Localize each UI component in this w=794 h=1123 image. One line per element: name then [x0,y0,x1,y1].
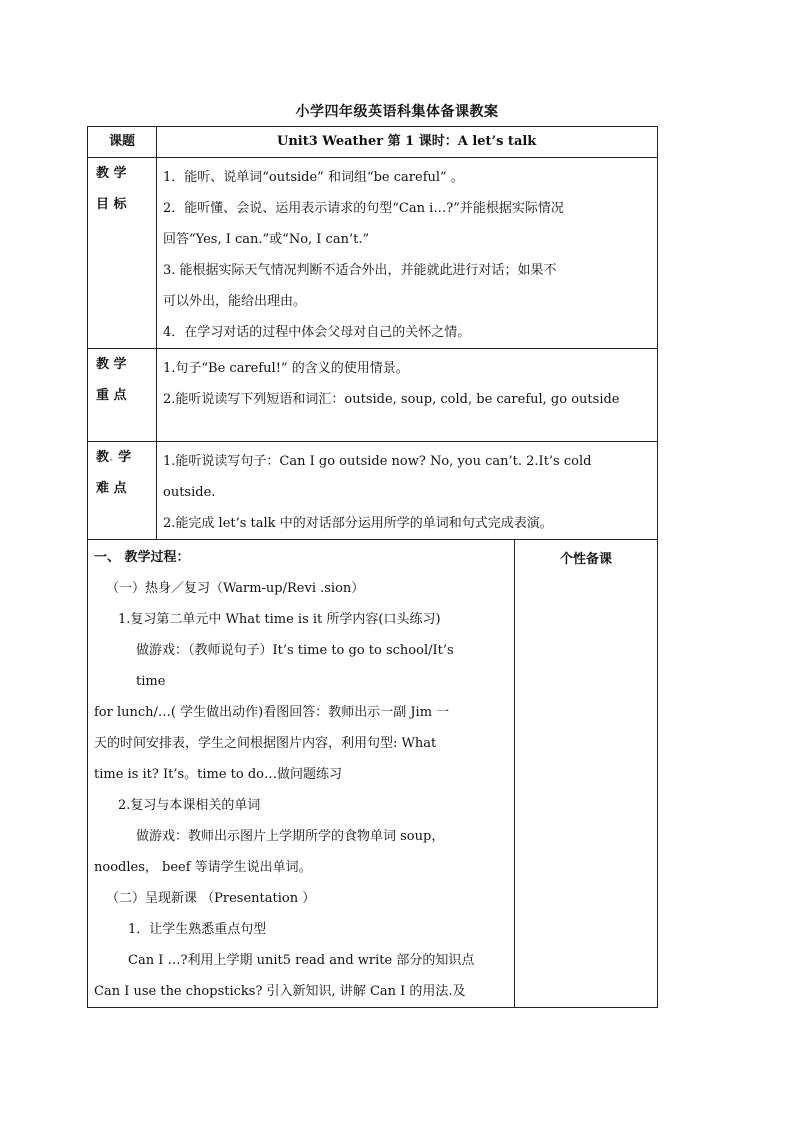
process-line: noodles， beef 等请学生说出单词。 [94,860,312,875]
difficulties-content [157,442,658,540]
process-line: 1．让学生熟悉重点句型 [128,922,267,937]
process-line: Can I use the chopsticks? 引入新知识, 讲解 Can I 的用法.及 [94,984,466,999]
course-row [88,127,658,158]
personal-notes-heading: 个性备课 [559,552,612,567]
process-content [88,540,515,1008]
difficulty-line: outside. [163,485,216,500]
objectives-label-bottom: 目 标 [96,197,127,212]
course-title: Unit3 Weather 第 1 课时：A let’s talk [157,127,658,158]
difficulties-label [88,442,157,540]
objective-line: 回答“Yes, I can.”或“No, I can’t.” [163,232,370,247]
process-line: （一）热身／复习（Warm-up/Revi .sion） [106,581,365,596]
objective-line: 4．在学习对话的过程中体会父母对自己的关怀之情。 [163,325,471,340]
objective-line: 3. 能根据实际天气情况判断不适合外出，并能就此进行对话；如果不 [163,263,557,278]
key-points-label-bottom: 重 点 [96,388,127,403]
difficulty-line: 2.能完成 let’s talk 中的对话部分运用所学的单词和句式完成表演。 [163,516,553,531]
objective-line: 1．能听、说单词“outside” 和词组“be careful” 。 [163,170,464,185]
difficulties-label-top [88,448,156,479]
process-line: 做游戏：（教师说句子）It’s time to go to school/It’s [136,643,454,658]
key-point-line: 2.能听说读写下列短语和词汇：outside, soup, cold, be careful, go outside [163,392,620,407]
objectives-label [88,158,157,349]
objectives-label-top: 教 学 [96,166,127,181]
difficulties-label-char: 教 [96,450,110,465]
lesson-plan-table [87,126,658,1008]
difficulties-label-bottom: 难 点 [96,481,127,496]
key-point-line: 1.句子“Be careful!” 的含义的使用情景。 [163,361,409,376]
process-row [88,540,658,1008]
difficulty-line: 1.能听说读写句子：Can I go outside now? No, you can’t. 2.It’s cold [163,454,592,469]
process-line: time [136,674,166,689]
objective-line: 可以外出，能给出理由。 [163,294,307,309]
process-line: （二）呈现新课 （Presentation ） [106,891,316,906]
process-heading: 一、 教学过程： [94,550,190,565]
difficulties-row [88,442,658,540]
objectives-row [88,158,658,349]
process-line: time is it? It’s。time to do…做问题练习 [94,767,343,782]
objective-line: 2．能听懂、会说、运用表示请求的句型“Can i…?”并能根据实际情况 [163,201,564,216]
key-points-row [88,349,658,442]
process-line: for lunch/…( 学生做出动作)看图回答：教师出示一副 Jim 一 [94,705,450,720]
process-line: 2.复习与本课相关的单词 [118,798,261,813]
difficulties-label-char: 学 [113,450,132,465]
key-points-label [88,349,157,442]
process-line: 天的时间安排表，学生之间根据图片内容，利用句型: What [94,736,437,751]
personal-notes-column [515,540,658,1008]
stray-dot: . [109,450,114,465]
key-points-content [157,349,658,442]
process-line: 1.复习第二单元中 What time is it 所学内容(口头练习) [118,612,441,627]
key-points-label-top: 教 学 [96,357,127,372]
course-label: 课题 [88,127,157,158]
process-line: Can I …?利用上学期 unit5 read and write 部分的知识点 [128,953,475,968]
process-line: 做游戏：教师出示图片上学期所学的食物单词 soup， [136,829,445,844]
document-title: 小学四年级英语科集体备课教案 [295,104,499,120]
objectives-content [157,158,658,349]
